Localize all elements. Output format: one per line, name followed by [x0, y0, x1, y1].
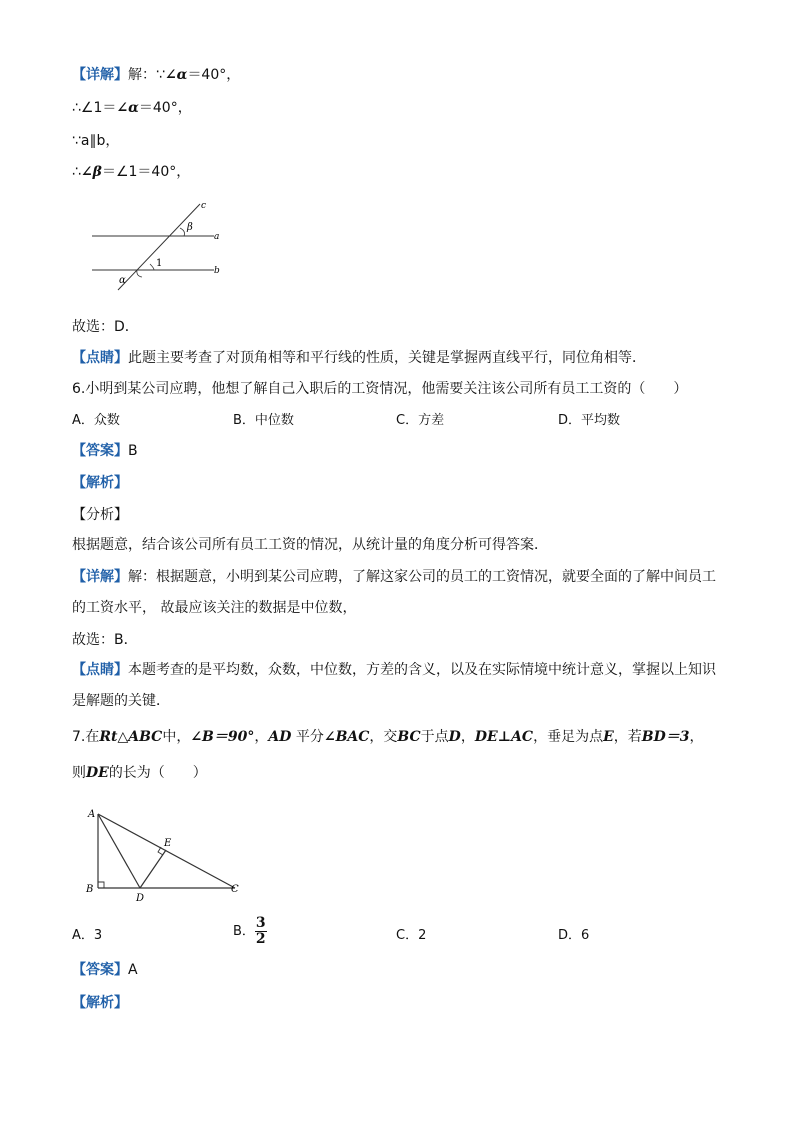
label-A: A: [88, 809, 96, 820]
detail-line-3: ∵a∥b，: [72, 133, 120, 149]
label-1: 1: [156, 258, 163, 269]
angle-arc-beta: [180, 228, 185, 236]
triangle-figure: [80, 800, 250, 910]
q6-comment-1: 【点睛】本题考查的是平均数，众数，中位数，方差的含义，以及在实际情境中统计意义，掌握以上知识: [72, 662, 716, 678]
fraction-3-over-2: $\frac{3}{2}$: [255, 915, 266, 947]
q6-detail-2: 的工资水平， 故最应该关注的数据是中位数，: [72, 600, 357, 616]
q6-option-a: A．众数: [72, 413, 120, 428]
q6-choice: 故选：B．: [72, 632, 138, 648]
sec5-choice: 故选：D．: [72, 319, 139, 335]
comment-tag: 【点睛】: [72, 350, 128, 366]
label-beta: β: [187, 222, 193, 233]
angle-arc-alpha: [137, 270, 142, 277]
label-alpha: α: [119, 275, 126, 286]
q7-option-a: A．3: [72, 928, 103, 943]
right-angle-b: [98, 882, 104, 888]
detail-line-2: ∴∠1＝∠α＝40°，: [72, 100, 192, 116]
q6-fenxi-tag: 【分析】: [72, 507, 128, 523]
q6-analysis-tag: 【解析】: [72, 475, 128, 491]
q6-answer: 【答案】B: [72, 443, 138, 459]
label-D: D: [136, 893, 145, 904]
detail-tag: 【详解】: [72, 67, 128, 83]
parallel-lines-figure: [88, 198, 238, 294]
sec5-comment: 【点睛】此题主要考查了对顶角相等和平行线的性质，关键是掌握两直线平行，同位角相等．: [72, 350, 646, 366]
q7-answer: 【答案】A: [72, 962, 138, 978]
label-c: c: [201, 201, 207, 211]
q7-option-d: D．6: [558, 928, 590, 943]
q7-analysis-tag: 【解析】: [72, 995, 128, 1011]
label-b: b: [214, 266, 220, 276]
q6-fenxi: 根据题意，结合该公司所有员工工资的情况，从统计量的角度分析可得答案．: [72, 537, 548, 553]
q7-option-c: C．2: [396, 928, 427, 943]
angle-arc-1: [150, 264, 154, 270]
detail-line-1: 【详解】解：∵∠α＝40°，: [72, 67, 241, 83]
q7-stem-line-2: 则DE的长为（ ）: [72, 765, 207, 781]
q6-detail-1: 【详解】解：根据题意，小明到某公司应聘，了解这家公司的员工的工资情况，就要全面的了解中间员工: [72, 569, 716, 585]
segment-de: [140, 850, 166, 888]
transversal-c: [118, 204, 200, 290]
label-B: B: [86, 884, 94, 895]
detail-line-4: ∴∠β＝∠1＝40°，: [72, 164, 191, 180]
q6-option-d: D．平均数: [558, 413, 621, 428]
q7-option-b: B． $\frac{3}{2}$: [233, 915, 266, 947]
q7-stem-line-1: 7.在Rt△ABC中，∠B＝90°，AD 平分∠BAC，交BC于点D，DE⊥AC，垂足为点E，若BD＝3，: [72, 729, 704, 745]
label-E: E: [164, 838, 172, 849]
label-C: C: [231, 884, 239, 895]
q6-stem: 6.小明到某公司应聘，他想了解自己入职后的工资情况，他需要关注该公司所有员工工资的（ ）: [72, 381, 688, 397]
label-a: a: [214, 232, 220, 242]
q6-option-c: C．方差: [396, 413, 445, 428]
q6-comment-2: 是解题的关键．: [72, 693, 170, 709]
q6-option-b: B．中位数: [233, 413, 294, 428]
